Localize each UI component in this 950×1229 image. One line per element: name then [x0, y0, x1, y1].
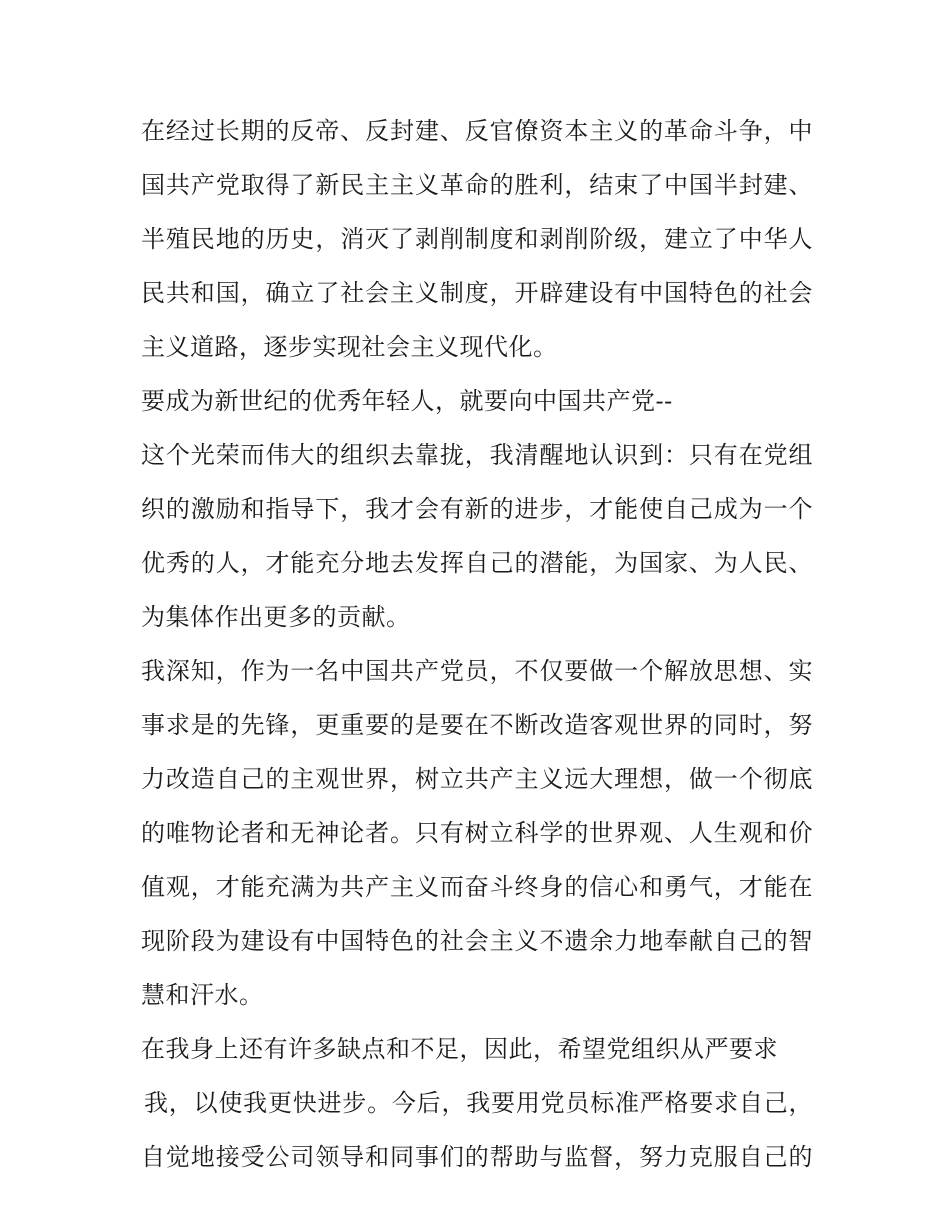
text-line: 在经过长期的反帝、反封建、反官僚资本主义的革命斗争，中	[141, 117, 813, 145]
text-line: 自觉地接受公司领导和同事们的帮助与监督，努力克服自己的	[141, 1143, 813, 1171]
text-line: 值观，才能充满为共产主义而奋斗终身的信心和勇气，才能在	[141, 873, 813, 901]
text-line: 国共产党取得了新民主主义革命的胜利，结束了中国半封建、	[141, 171, 813, 199]
text-line: 为集体作出更多的贡献。	[141, 603, 411, 631]
text-line: 我，以使我更快进步。今后，我要用党员标准严格要求自己，	[144, 1089, 813, 1117]
text-line: 民共和国，确立了社会主义制度，开辟建设有中国特色的社会	[141, 279, 813, 307]
text-line: 我深知，作为一名中国共产党员，不仅要做一个解放思想、实	[141, 657, 813, 685]
text-line: 在我身上还有许多缺点和不足，因此，希望党组织从严要求	[141, 1035, 778, 1063]
text-line: 力改造自己的主观世界，树立共产主义远大理想，做一个彻底	[141, 765, 813, 793]
text-line: 半殖民地的历史，消灭了剥削制度和剥削阶级，建立了中华人	[141, 225, 813, 253]
text-line: 的唯物论者和无神论者。只有树立科学的世界观、人生观和价	[141, 819, 813, 847]
text-line: 织的激励和指导下，我才会有新的进步，才能使自己成为一个	[141, 495, 813, 523]
document-body	[141, 108, 813, 1188]
text-line: 这个光荣而伟大的组织去靠拢，我清醒地认识到：只有在党组	[141, 441, 813, 469]
text-line: 慧和汗水。	[141, 981, 264, 1009]
text-line: 现阶段为建设有中国特色的社会主义不遗余力地奉献自己的智	[141, 927, 813, 955]
text-line: 主义道路，逐步实现社会主义现代化。	[141, 333, 558, 361]
text-line: 优秀的人，才能充分地去发挥自己的潜能，为国家、为人民、	[141, 549, 813, 577]
text-line: 事求是的先锋，更重要的是要在不断改造客观世界的同时，努	[141, 711, 813, 739]
text-line: 要成为新世纪的优秀年轻人，就要向中国共产党--	[141, 387, 673, 415]
